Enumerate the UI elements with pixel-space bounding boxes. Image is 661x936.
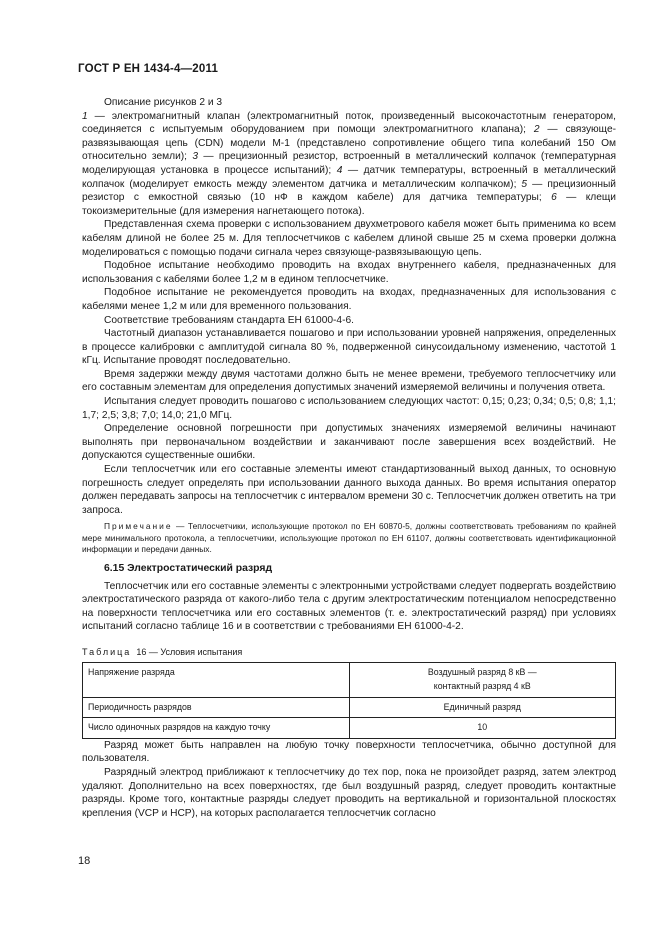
- paragraph: Разряд может быть направлен на любую точку поверхности теплосчетчика, обычно доступной для пользователя.: [82, 739, 616, 765]
- page-number: 18: [78, 855, 91, 867]
- item-text: — электромагнитный клапан (электромагнитный поток, произведенный высокочастотным генератором, соединяется с испытуемым оборудованием при помощи электромагнитного клапана);: [82, 110, 616, 136]
- paragraph: Испытания следует проводить пошагово с использованием следующих частот: 0,15; 0,23; 0,34; 0,5; 0,8; 1,1; 1,7; 2,5; 3,8; 7,0; 14,0; 21,0 МГц.: [82, 396, 616, 421]
- item-number: 6: [551, 192, 557, 204]
- table-cell-value-line: контактный разряд 4 кВ: [433, 681, 531, 692]
- figure-description: [82, 110, 616, 219]
- conditions-table: [82, 662, 616, 738]
- table-row: [83, 663, 616, 697]
- section-heading: 6.15 Электростатический разряд: [104, 562, 273, 574]
- paragraph: Частотный диапазон устанавливается пошагово и при использовании уровней напряжения, определенных в процессе калибровки с амплитудой сигнала 80 %, подверженной синусоидальному изменению, частотой 1 кГц. Испытание проводят последовательно.: [82, 328, 616, 367]
- item-text: — прецизионный резистор, встроенный в металлический колпачок (температурная моделирующая установка в процессе испытаний);: [82, 151, 616, 176]
- paragraph: Определение основной погрешности при допустимых значениях измеряемой величины начинают выполнять при первоначальном воздействии и заканчивают после завершения всех воздействий. Не допускаются существенные ошибки.: [82, 423, 616, 462]
- item-number: 1: [82, 110, 88, 122]
- note: [82, 521, 616, 556]
- item-number: 5: [521, 178, 528, 190]
- page-content: [82, 96, 616, 820]
- table-cell-value: [349, 663, 616, 697]
- paragraph: Разрядный электрод приближают к теплосчетчику до тех пор, пока не произойдет разряд, затем электрод удаляют. Дополнительно на всех поверхностях, где был воздушный разряд, следует проводить контактные разряды. Кроме того, контактные разряды следует проводить на вертикальной и горизонтальной плоскостях крепления (VCP и HCP), на которых располагается теплосчетчик согласно: [82, 767, 616, 819]
- note-label: Примечание: [104, 521, 173, 532]
- table-cell-value: Единичный разряд: [349, 697, 616, 718]
- item-number: 2: [533, 124, 540, 136]
- paragraph: Если теплосчетчик или его составные элементы имеют стандартизованный выход данных, то основную погрешность следует определять при использовании данного выхода данных. Во время испытания оператор должен передавать запросы на теплосчетчик с интервалом времени 30 с. Теплосчетчик должен ответить на три запроса.: [82, 464, 616, 516]
- document-header: ГОСТ Р ЕН 1434-4—2011: [78, 63, 219, 75]
- table-caption: [82, 646, 616, 660]
- paragraph: Подобное испытание не рекомендуется проводить на входах, предназначенных для использования с кабелями менее 1,2 м или для временного пользования.: [82, 287, 616, 312]
- table-cell-param: Число одиночных разрядов на каждую точку: [83, 718, 350, 739]
- paragraph: Время задержки между двумя частотами должно быть не менее времени, требуемого теплосчетчику или его составным элементам для определения допустимых значений измеряемой величины и получения ответа.: [82, 368, 616, 394]
- table-caption-label: Таблица: [82, 646, 132, 657]
- paragraph: Подобное испытание необходимо проводить на входах внутреннего кабеля, предназначенных для использования с кабелями более 1,2 м в едином теплосчетчике.: [82, 260, 616, 285]
- item-text: — прецизионный резистор с емкостной связью (10 нФ в каждом кабеле) для датчика температуры;: [82, 178, 616, 204]
- table-cell-value-line: Воздушный разряд 8 кВ —: [427, 667, 537, 678]
- item-text: — датчик температуры, встроенный в металлический колпачок (моделирует емкость между элементом датчика и металлическим колпачком);: [82, 164, 616, 190]
- section-paragraph: Теплосчетчик или его составные элементы с электронными устройствами следует подвергать воздействию электростатического разряда от какого-либо тела с другим электростатическим потенциалом непосредственно на поверхности теплосчетчика или его составных элементов (т. е. электростатический разряд) при условиях испытаний согласно таблице 16 и в соответствии с требованиями ЕН 61000-4-2.: [82, 580, 616, 633]
- note-text: — Теплосчетчики, использующие протокол по ЕН 60870-5, должны соответствовать требованиям по крайней мере минимального протокола, а теплосчетчики, использующие протокол по ЕН 61107, должны соответствовать идентификационной информации и передачи данных.: [82, 521, 616, 555]
- item-text: — связующе-развязывающая цепь (CDN) модели М-1 (представлено сопротивление общего типа колебаний 150 Ом относительно земли);: [82, 124, 617, 163]
- item-number: 4: [336, 164, 343, 176]
- table-cell-value: 10: [349, 718, 616, 739]
- table-row: [83, 697, 616, 718]
- item-number: 3: [192, 151, 199, 163]
- item-text: — клещи токоизмерительные (для измерения нагнетающего потока).: [82, 192, 616, 217]
- paragraph: Представленная схема проверки с использованием двухметрового кабеля может быть применима ко всем кабелям длиной не более 25 м. Для теплосчетчиков с кабелем длиной свыше 25 м схема проверки должна моделироваться с помощью подачи сигнала через связующе-развязывающую цепь.: [82, 219, 616, 258]
- paragraph: Соответствие требованиям стандарта ЕН 61000-4-6.: [104, 314, 354, 326]
- table-cell-param: Периодичность разрядов: [83, 697, 350, 718]
- figure-description-title: Описание рисунков 2 и 3: [104, 97, 223, 108]
- table-cell-param: Напряжение разряда: [83, 663, 350, 697]
- table-caption-text: 16 — Условия испытания: [136, 646, 243, 657]
- table-row: [83, 718, 616, 739]
